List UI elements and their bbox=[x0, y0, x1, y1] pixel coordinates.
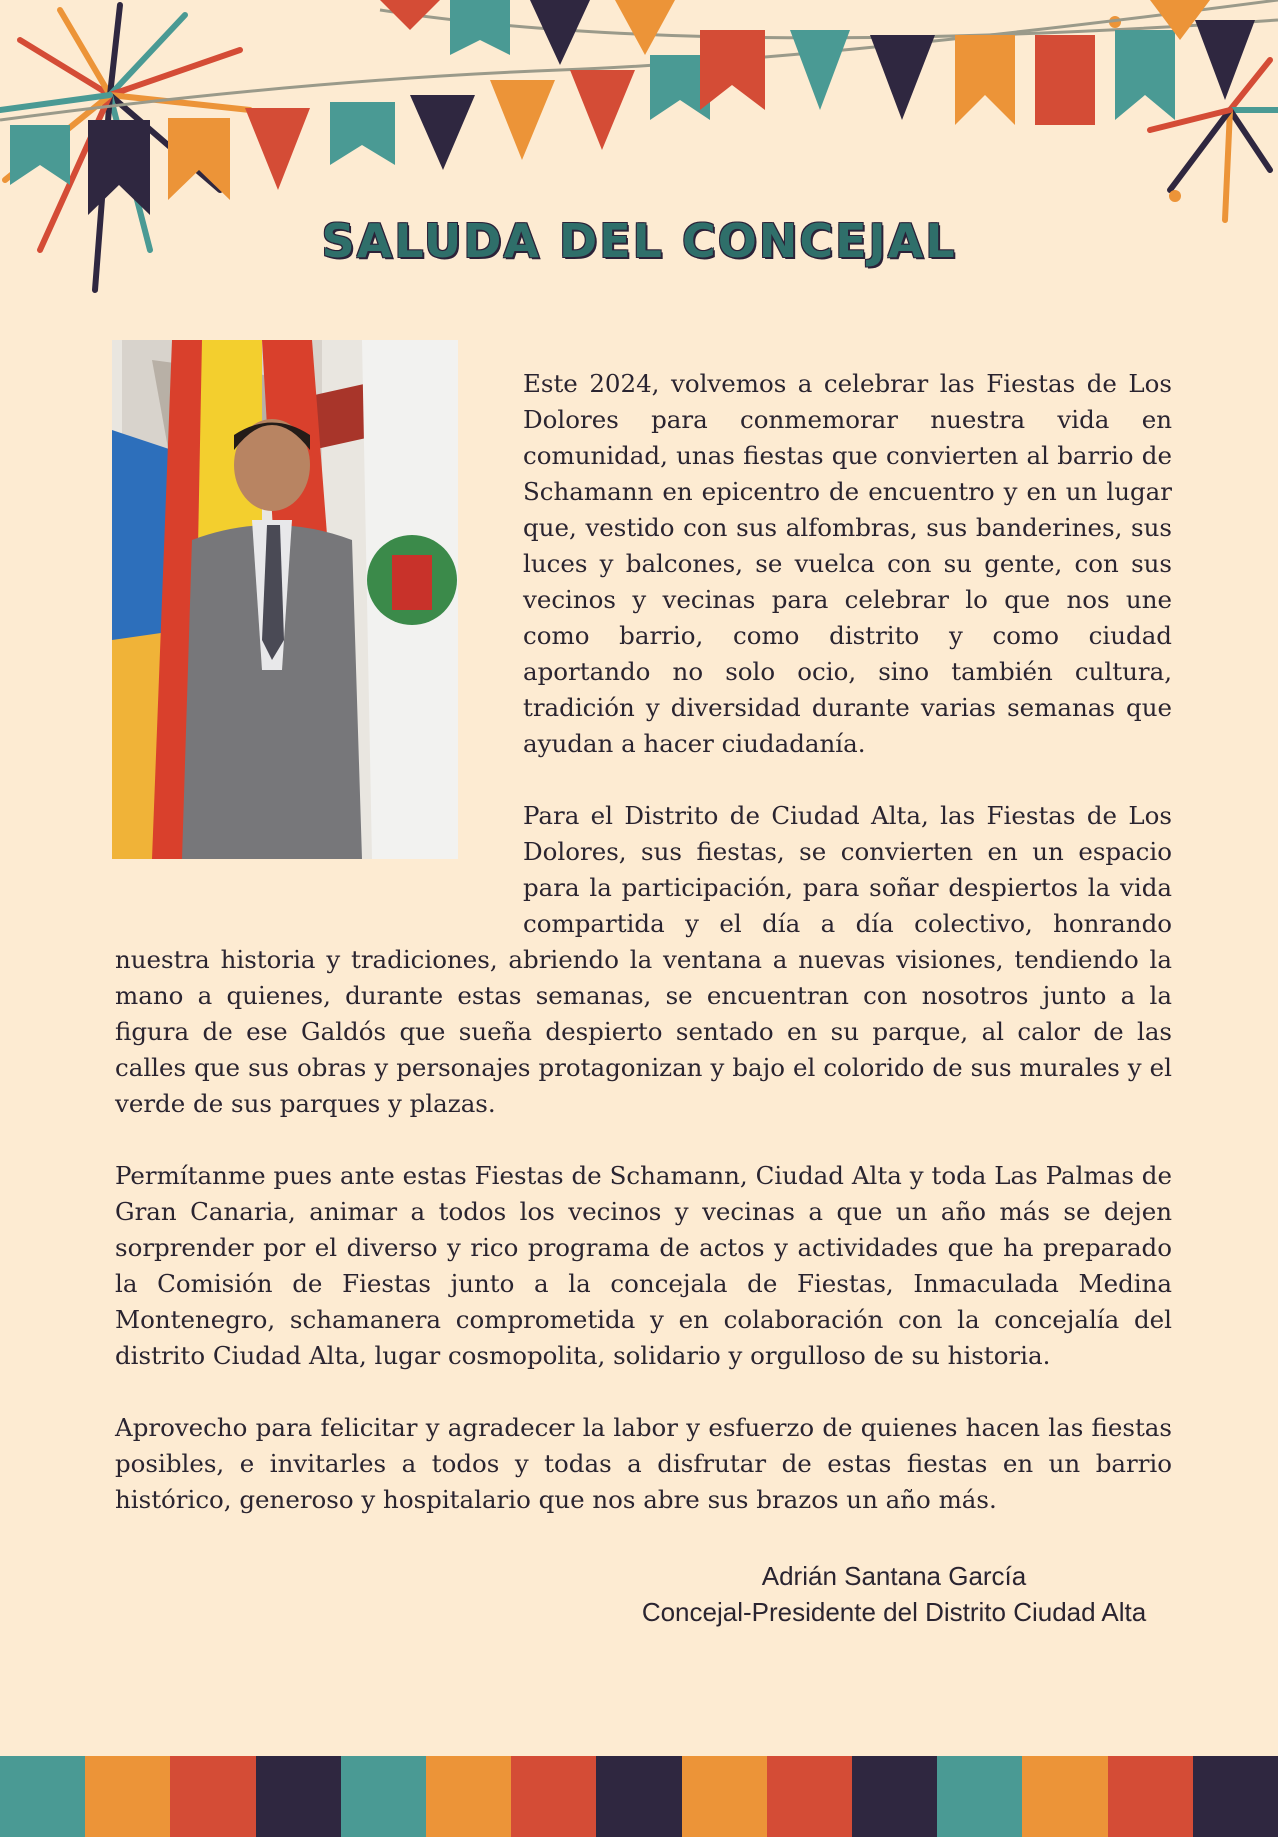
signature-name: Adrián Santana García bbox=[761, 1561, 1027, 1591]
bottom-color-stripes bbox=[0, 1756, 1278, 1837]
signature-role: Concejal-Presidente del Distrito Ciudad Alta bbox=[641, 1597, 1147, 1627]
letter-body bbox=[115, 366, 1172, 1554]
paragraph-2: Para el Distrito de Ciudad Alta, las Fiestas de Los Dolores, sus fiestas, se convierten en un espacio para la participación, para soñar despiertos la vida compartida y el día a día colectivo, honrando nuestra historia y tradiciones, abriendo la ventana a nuevas visiones, tendiendo la mano a quienes, durante estas semanas, se encuentran con nosotros junto a la figura de ese Galdós que sueña despierto sentado en su parque, al calor de las calles que sus obras y personajes protagonizan y bajo el colorido de sus murales y el verde de sus parques y plazas. bbox=[115, 801, 1172, 1118]
page-title: SALUDA DEL CONCEJAL bbox=[321, 214, 957, 268]
paragraph-1: Este 2024, volvemos a celebrar las Fiestas de Los Dolores para conmemorar nuestra vida en comunidad, unas fiestas que convierten al barrio de Schamann en epicentro de encuentro y en un lugar que, vestido con sus alfombras, sus banderines, sus luces y balcones, se vuelca con su gente, con sus vecinos y vecinas para celebrar lo que nos une como barrio, como distrito y como ciudad aportando no solo ocio, sino también cultura, tradición y diversidad durante varias semanas que ayudan a hacer ciudadanía. bbox=[523, 369, 1172, 758]
signature-block bbox=[600, 1558, 1188, 1630]
bunting-flags-icon bbox=[10, 20, 1255, 215]
paragraph-3: Permítanme pues ante estas Fiestas de Schamann, Ciudad Alta y toda Las Palmas de Gran Canaria, animar a todos los vecinos y vecinas a que un año más se dejen sorprender por el diverso y rico programa de actos y actividades que ha preparado la Comisión de Fiestas junto a la concejala de Fiestas, Inmaculada Medina Montenegro, schamanera comprometida y en colaboración con la concejalía del distrito Ciudad Alta, lugar cosmopolita, solidario y orgulloso de su historia. bbox=[115, 1161, 1172, 1370]
paragraph-4: Aprovecho para felicitar y agradecer la labor y esfuerzo de quienes hacen las fiestas posibles, e invitarles a todos y todas a disfrutar de estas fiestas en un barrio histórico, generoso y hospitalario que nos abre sus brazos un año más. bbox=[115, 1413, 1172, 1514]
